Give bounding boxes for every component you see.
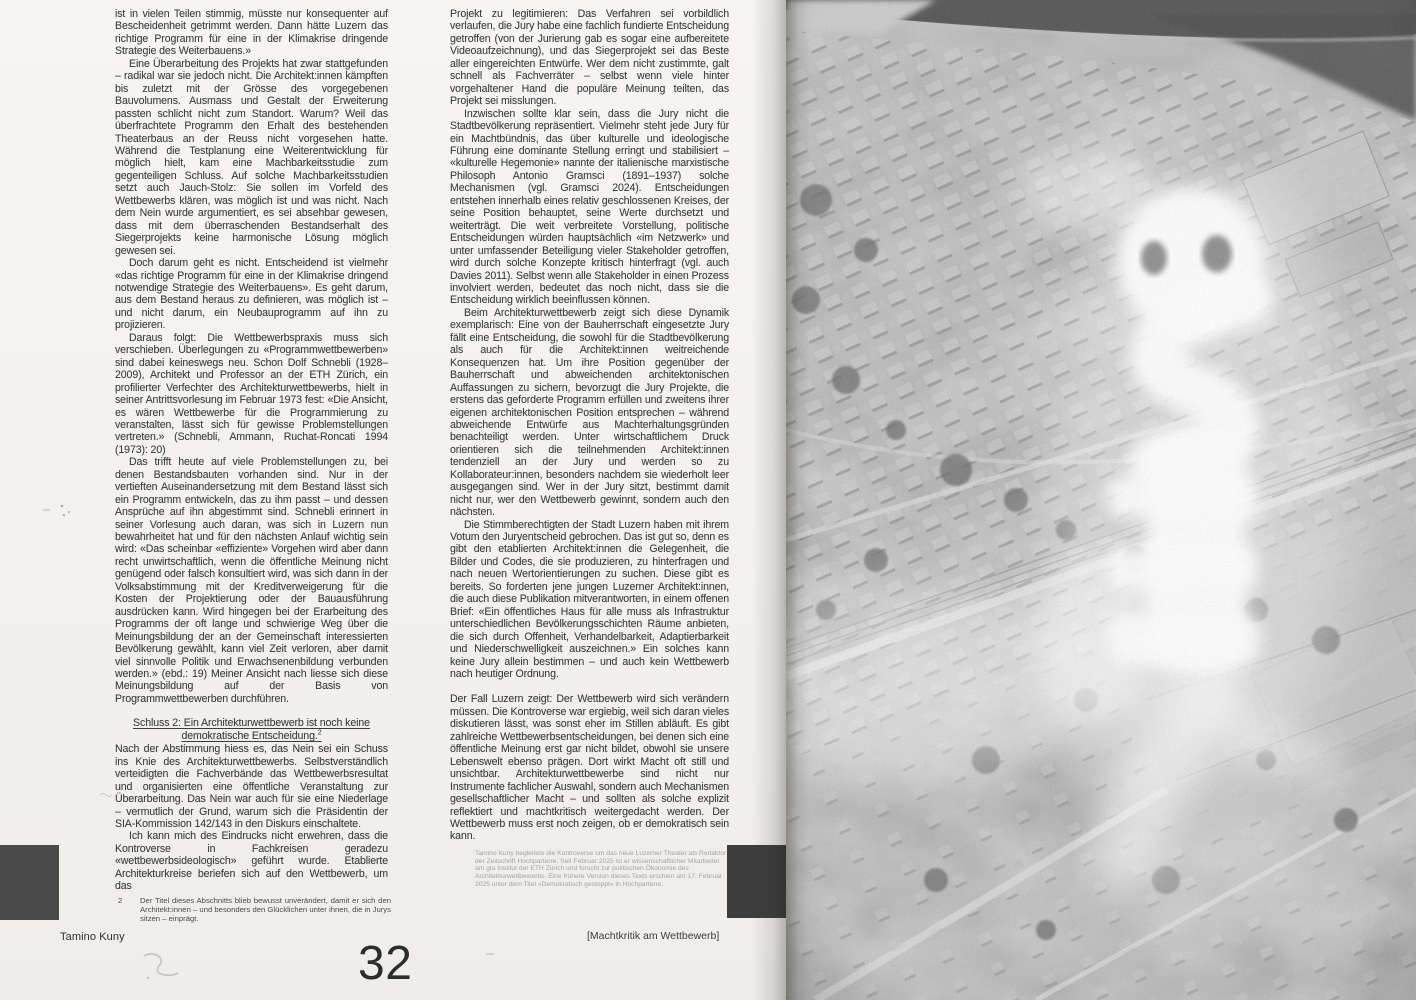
footnote-text: Der Titel dieses Abschnitts blieb bewusst unverändert, damit er sich den Architekt:innen – und besonders den Glücklichen unter ihnen, die in Jurys sitzen – einprägt. <box>140 896 391 924</box>
pencil-mark <box>484 946 498 964</box>
footnote <box>115 896 391 924</box>
article-column-1 <box>115 8 388 893</box>
paragraph: Ich kann mich des Eindrucks nicht erwehren, dass die Kontroverse in Fachkreisen geradezu «wettbewerbsideologisch» geführt wurde. Etablierte Architekturkreise beriefen sich auf den Wettbewerb, um das <box>115 830 388 893</box>
paragraph: Nach der Abstimmung hiess es, das Nein sei ein Schuss ins Knie des Architekturwettbewerbs. Selbstverständlich verteidigten die Fachverbände das Wettbewerbsresultat und organisierten eine öffentliche Veranstaltung zur Überarbeitung. Das Nein war auch für sie eine Niederlage – vermutlich der Grund, warum sich die Präsidentin der SIA-Kommission 142/143 in den Diskurs einschaltete. <box>115 743 388 830</box>
footer-author-name: Tamino Kuny <box>60 931 125 943</box>
section-heading-text: Schluss 2: Ein Architekturwettbewerb ist noch keine demokratische Entscheidung. <box>133 717 370 742</box>
print-registration-block-left <box>0 845 59 920</box>
photo-page <box>786 0 1416 1000</box>
paragraph: Beim Architekturwettbewerb zeigt sich diese Dynamik exemplarisch: Eine von der Bauherrschaft eingesetzte Jury fällt eine Entscheidung, die sowohl für die Stadtbevölkerung als auch für die Architekt:innen weitreichende Konsequenzen hat. Um ihre Position gegenüber der Bauherrschaft und abweichenden architektonischen Auffassungen zu sichern, bevorzugt die Jury Projekte, die erstens das geforderte Programm erfüllen und zweitens ihrer eigenen architektonischen Position entsprechen – während abweichende Entwürfe aus Machterhaltungsgründen benachteiligt werden. Unter wirtschaftlichem Druck orientieren sich die teilnehmenden Architekt:innen tendenziell an der Jury und werden so zu Kollaborateur:innen, besonders nachdem sie wiederholt leer ausgegangen sind. Wer in der Jury sitzt, bestimmt damit nicht nur, wer den Wettbewerb gewinnt, sondern auch den nächsten. <box>450 306 729 519</box>
print-registration-block-right <box>727 845 786 918</box>
paragraph: Inzwischen sollte klar sein, dass die Jury nicht die Stadtbevölkerung repräsentiert. Vielmehr steht jede Jury für ein Machtbündnis, das über kulturelle und ideologische Führung eine dominante Stellung erringt und stabilisiert – «kulturelle Hegemonie» nannte der italienische marxistische Philosoph Antonio Gramsci (1891–1937) solche Mechanismen (vgl. Gramsci 2024). Entscheidungen entstehen innerhalb eines relativ geschlossenen Kreises, der seine Position behauptet, seine Werte durchsetzt und weiterträgt. Die weit verbreitete Vorstellung, politische Entscheidungen würden hauptsächlich «im Netzwerk» und unter umfassender Beteiligung vieler Stakeholder getroffen, wird durch solche Konzepte kritisch hinterfragt (vgl. auch Davies 2011). Selbst wenn alle Stakeholder in einen Prozess involviert werden, bedeutet das noch nicht, dass sie die Entscheidung wirklich beeinflussen können. <box>450 107 729 307</box>
paragraph: Projekt zu legitimieren: Das Verfahren sei vorbildlich verlaufen, die Jury habe eine fachlich fundierte Entscheidung getroffen (von der Jurierung gab es sogar eine aufbereitete Videoaufzeichnung), und das Siegerprojekt sei das Beste aller eingereichten Entwürfe. Wer dem nicht zustimmte, galt schnell als Fachverräter – selbst wenn viele hinter vorgehaltener Hand die populäre Meinung teilten, das Projekt sei misslungen. <box>450 8 729 108</box>
article-column-2 <box>450 8 729 888</box>
paragraph: Die Stimmberechtigten der Stadt Luzern haben mit ihrem Votum den Juryentscheid gebrochen. Das ist gut so, denn es gibt den etablierten Architekt:innen die Gelegenheit, die Bilder und Codes, die sie produzieren, zu hinterfragen und nach neuen Wertorientierungen zu suchen. Diese gibt es bereits. So forderten jene jungen Luzerner Architekt:innen, die auch diese Publikation mitverantworten, in einem offenen Brief: «Ein öffentliches Haus für alle muss als Infrastruktur unterschiedlichen Bevölkerungsschichten Räume anbieten, die sich durch Offenheit, Verhandelbarkeit, Adaptierbarkeit und Niederschwelligkeit auszeichnen.» Ein solches kann keine Jury allein bestimmen – und auch kein Wettbewerb nach heutiger Ordnung. <box>450 518 729 681</box>
section-heading <box>115 717 388 742</box>
author-bio-note: Tamino Kuny begleitete die Kontroverse um das neue Luzerner Theater als Redaktor der Zeitschrift Hochparterre. Seit Februar 2025 ist er wissenschaftlicher Mitarbeiter am gta Institut der ETH Zürich und forscht zur politischen Ökonomie des Architekturwettbewerbs. Eine frühere Version dieses Texts erschien am 17. Februar 2025 unter dem Titel «Demokratisch gestoppt» in Hochparterre. <box>475 849 727 888</box>
pencil-mark <box>98 786 114 804</box>
aerial-photo-luzern <box>786 0 1416 1000</box>
page-number: 32 <box>358 937 413 990</box>
footnote-reference: 2 <box>317 729 322 737</box>
paragraph: Das trifft heute auf viele Problemstellungen zu, bei denen Bestandsbauten vorhanden sind. Nur in der vertieften Auseinandersetzung mit dem Bestand lässt sich ein Programm entwickeln, das zu ihm passt – und dessen Ansprüche auf ihn abgestimmt sind. Schnebli erinnert in seiner Vorlesung auch daran, was sich in Luzern nun bewahrheitet hat und für den nächsten Anlauf wichtig sein wird: «Das scheinbar «effiziente» Vorgehen wird aber dann recht unwirtschaftlich, wenn die öffentliche Meinung nicht genügend oder falsch konsultiert wird, was sich dann in der Volksabstimmung mit der Kreditverweigerung für die Kosten der Projektierung oder der Bauausführung ausdrücken kann. Wird hingegen bei der Erarbeitung des Programms der oft lange und schwierige Weg über die Meinungsbildung der an der Gemeinschaft interessierten Bevölkerung gewählt, kann viel Zeit verloren, aber damit viel sinnvolle Politik und Erwachsenenbildung verbunden werden.» (ebd.: 19) Meiner Ansicht nach liesse sich diese Meinungsbildung auf der Basis von Programmwettbewerben durchführen. <box>115 456 388 705</box>
paragraph: Der Fall Luzern zeigt: Der Wettbewerb wird sich verändern müssen. Die Kontroverse war ergiebig, weil sich daran vieles diskutieren lässt, was sonst eher im Stillen abläuft. Es gibt zahlreiche Wettbewerbsentscheidungen, bei denen sich eine öffentliche Meinung erst gar nicht bildet, obwohl sie unsere Lebenswelt ebenso prägen. Dort wirkt Macht oft still und unsichtbar. Architekturwettbewerbe sind nicht nur Instrumente fachlicher Auswahl, sondern auch Mechanismen gesellschaftlicher Macht – und sollten als solche explizit reflektiert und machtkritisch weitergedacht werden. Der Wettbewerb muss erst noch zeigen, ob er demokratisch sein kann. <box>450 693 729 843</box>
paragraph: Eine Überarbeitung des Projekts hat zwar stattgefunden – radikal war sie jedoch nicht. Die Architekt:innen kämpften bis zuletzt mit der Grösse des vorgegebenen Bauvolumens. Ausmass und Gestalt der Erweiterung passten schlicht nicht zum Standort. Warum? Weil das überfrachtete Programm den Erhalt des bestehenden Theaterbaus an der Reuss nicht vorgesehen hatte. Während die Testplanung eine Weiterentwicklung für möglich hielt, kam eine Machbarkeitsstudie zum gegenteiligen Schluss. Auf solche Machbarkeitsstudien setzt auch Jauch-Stolz: Sie sollen im Vorfeld des Wettbewerbs klären, was möglich ist und was nicht. Nach dem Nein wurde argumentiert, es sei absehbar gewesen, dass mit dem überraschenden Bestandserhalt des Siegerprojekts keine harmonische Lösung möglich gewesen sei. <box>115 57 388 257</box>
pencil-mark <box>138 948 188 995</box>
footer-running-title: [Machtkritik am Wettbewerb] <box>587 930 720 942</box>
footnote-marker: 2 <box>118 896 123 905</box>
paragraph: Daraus folgt: Die Wettbewerbspraxis muss sich verschieben. Überlegungen zu «Programmwettbewerben» sind dabei keineswegs neu. Schon Dolf Schnebli (1928–2009), Architekt und Professor an der ETH Zürich, ein profilierter Verfechter des Architekturwettbewerbs, hielt in seiner Antrittsvorlesung im Februar 1973 fest: «Die Ansicht, es wären Wettbewerbe für die Programmierung zu veranstalten, lässt sich für gewisse Problemstellungen vertreten.» (Schnebli, Ammann, Ruchat-Roncati 1994 (1973): 20) <box>115 331 388 456</box>
pencil-mark <box>40 498 94 527</box>
paragraph: ist in vielen Teilen stimmig, müsste nur konsequenter auf Bescheidenheit getrimmt werden. Dann hätte Luzern das richtige Programm für eine in der Klimakrise dringende Strategie des Weiterbauens.» <box>115 8 388 58</box>
paragraph: Doch darum geht es nicht. Entscheidend ist vielmehr «das richtige Programm für eine in der Klimakrise dringend notwendige Strategie des Weiterbauens». Es geht darum, aus dem Bestand heraus zu definieren, was möglich ist – und nicht darum, ein Neubauprogramm auf ihn zu projizieren. <box>115 257 388 332</box>
